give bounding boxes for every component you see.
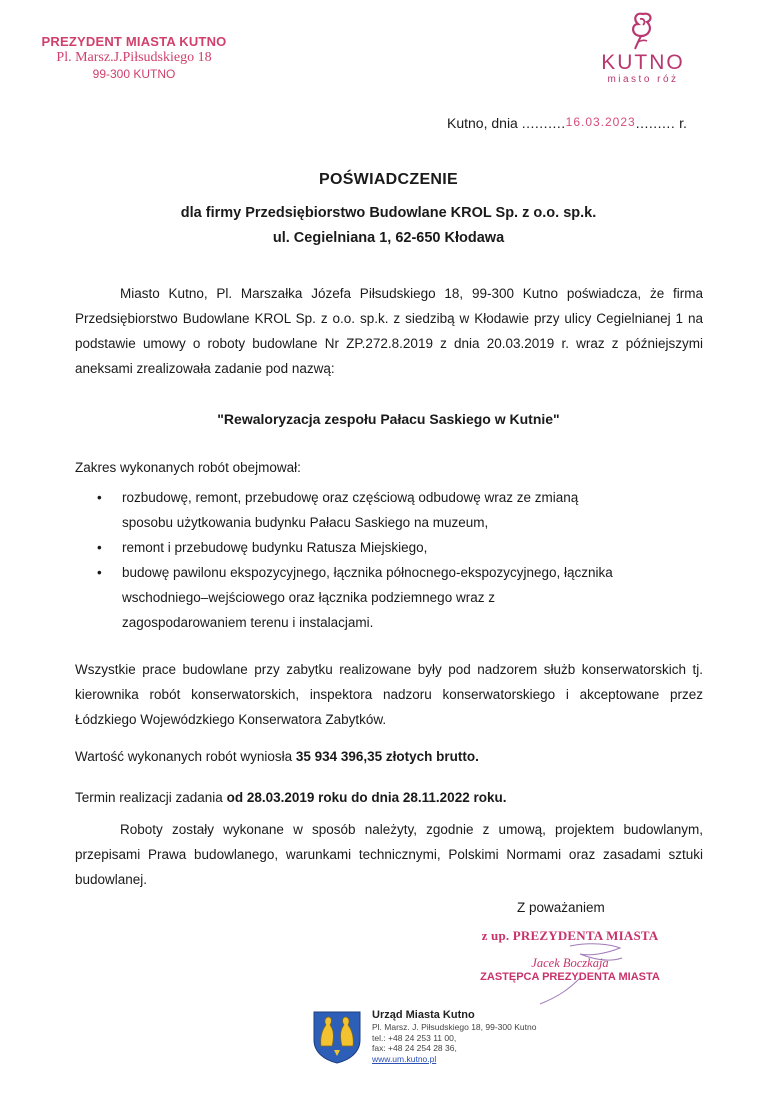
- list-item-text: remont i przebudowę budynku Ratusza Miejskiego,: [122, 540, 428, 555]
- stamp-line-office: PREZYDENT MIASTA KUTNO: [41, 34, 227, 49]
- signature-role: ZASTĘPCA PREZYDENTA MIASTA: [480, 971, 660, 983]
- bullet-icon: •: [97, 565, 102, 580]
- company-line: dla firmy Przedsiębiorstwo Budowlane KROL Sp. z o.o. sp.k.: [180, 205, 597, 221]
- stamp-line-address: Pl. Marsz.J.Piłsudskiego 18: [56, 50, 212, 65]
- city-logo: [588, 10, 698, 86]
- date-suffix: r.: [679, 115, 687, 131]
- list-item-text: rozbudowę, remont, przebudowę oraz częściową odbudowę wraz ze zmianą sposobu użytkowania budynku Pałacu Saskiego na muzeum,: [122, 490, 579, 530]
- term-range: od 28.03.2019 roku do dnia 28.11.2022 roku.: [226, 790, 507, 805]
- city-coat-of-arms-icon: [312, 1010, 362, 1064]
- value-amount: 35 934 396,35 złotych brutto.: [295, 749, 479, 764]
- document-title: POŚWIADCZENIE: [318, 171, 459, 188]
- project-name: "Rewaloryzacja zespołu Pałacu Saskiego w Kutnie": [217, 411, 560, 427]
- bullet-icon: •: [97, 540, 102, 555]
- handwritten-signature-icon: [510, 938, 650, 1008]
- footer-office-name: Urząd Miasta Kutno: [372, 1009, 475, 1021]
- signature-stamp: [470, 928, 670, 983]
- quality-paragraph: [75, 817, 703, 892]
- date-dots-before: ..........: [521, 115, 566, 131]
- logo-tagline: miasto róż: [607, 74, 679, 85]
- term-prefix: Termin realizacji zadania: [75, 790, 227, 805]
- signature-name: Jacek Boczkaja: [531, 956, 609, 970]
- footer-contact: [372, 1008, 536, 1064]
- footer-phone: tel.: +48 24 253 11 00,: [372, 1032, 457, 1043]
- supervision-paragraph: Wszystkie prace budowlane przy zabytku realizowane były pod nadzorem służb konserwatorskich tj. kierownika robót konserwatorskich, inspektora nadzoru konserwatorskiego i akceptowane przez Łódzkiego Wojewódzkiego Konserwatora Zabytków.: [75, 662, 703, 727]
- scope-list: [75, 485, 703, 635]
- value-prefix: Wartość wykonanych robót wyniosła: [75, 749, 296, 764]
- intro-text: Miasto Kutno, Pl. Marszałka Józefa Piłsudskiego 18, 99-300 Kutno poświadcza, że firma Przedsiębiorstwo Budowlane KROL Sp. z o.o. sp.k. z siedzibą w Kłodawie przy ulicy Cegielnianej 1 na podstawie umowy o roboty budowlane Nr ZP.272.8.2019 z dnia 20.03.2019 r. wraz z późniejszymi aneksami zrealizowała zadanie pod nazwą:: [75, 286, 703, 376]
- footer-address: Pl. Marsz. J. Piłsudskiego 18, 99-300 Kutno: [372, 1022, 537, 1032]
- bullet-icon: •: [97, 490, 102, 505]
- date-prefix: Kutno, dnia: [447, 115, 518, 131]
- intro-paragraph: [75, 281, 703, 381]
- quality-text: Roboty zostały wykonane w sposób należyty, zgodnie z umową, projektem budowlanym, przepisami Prawa budowlanego, warunkami technicznymi, Polskimi Normami oraz zasadami sztuki budowlanej.: [75, 822, 703, 887]
- logo-name: KUTNO: [601, 51, 685, 74]
- value-line: [75, 744, 703, 769]
- date-dots-after: .........: [635, 115, 676, 131]
- signature-authority: z up. PREZYDENTA MIASTA: [481, 928, 659, 943]
- footer-fax: fax: +48 24 254 28 36,: [372, 1043, 457, 1053]
- footer-website-link[interactable]: www.um.kutno.pl: [372, 1053, 437, 1064]
- stamp-line-postal: 99-300 KUTNO: [92, 67, 176, 81]
- rose-logo-icon: [625, 10, 661, 50]
- scope-label: Zakres wykonanych robót obejmował:: [75, 460, 301, 475]
- date-stamp: 16.03.2023: [565, 115, 636, 129]
- header-stamp: [34, 34, 234, 82]
- list-item: [75, 560, 703, 635]
- closing-regards: Z poważaniem: [517, 900, 605, 915]
- date-line: [447, 115, 687, 131]
- address-line: ul. Cegielniana 1, 62-650 Kłodawa: [272, 230, 505, 246]
- term-line: [75, 785, 703, 810]
- list-item: [75, 485, 703, 535]
- list-item-text: budowę pawilonu ekspozycyjnego, łącznika północnego-ekspozycyjnego, łącznika wschodniego–wejściowego oraz łącznika podziemnego wraz z zagospodarowaniem terenu i instalacjami.: [122, 565, 613, 630]
- list-item: [75, 535, 703, 560]
